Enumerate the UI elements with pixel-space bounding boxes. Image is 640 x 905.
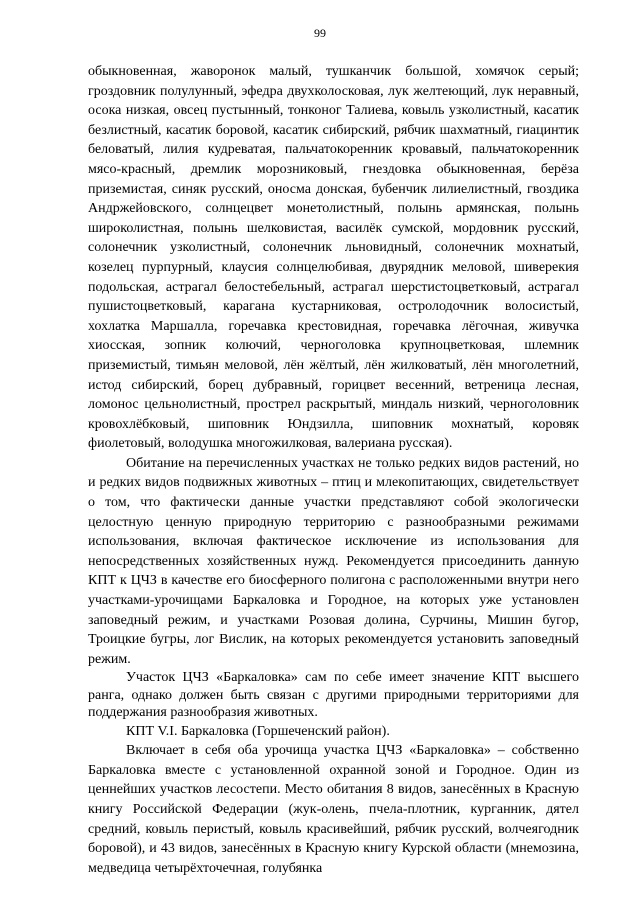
paragraph-species-list: обыкновенная, жаворонок малый, тушканчик большой, хомячок серый; гроздовник полулунный, эфедра двухколосковая, лук желтеющий, лук неравный, осока низкая, овсец пустынный, тонконог Талиева, ковыль узколистный, касатик безлистный, касатик боровой, касатик сибирский, рябчик шахматный, гиацинтик беловатый, лилия кудреватая, пальчатокоренник кровавый, пальчатокоренник мясо-красный, дремлик морозниковый, гнездовка обыкновенная, берёза приземистая, синяк русский, оносма донская, бубенчик лилиелистный, гвоздика Андржейовского, солнцецвет монетолистный, полынь армянская, полынь широколистная, полынь шелковистая, василёк сумской, мордовник русский, солонечник узколистный, солонечник льновидный, солонечник мохнатый, козелец пурпурный, клаусия солнцелюбивая, двурядник меловой, шиверекия подольская, астрагал белостебельный, астрагал шерстистоцветковый, астрагал пушистоцветковый, карагана кустарниковая, остролодочник волосистый, хохлатка Маршалла, горечавка крестовидная, горечавка лёгочная, живучка хиосская, зопник колючий, черноголовка крупноцветковая, шлемник приземистый, тимьян меловой, лён жёлтый, лён жилковатый, лён многолетний, истод сибирский, борец дубравный, горицвет весенний, ветреница лесная, ломонос цельнолистный, прострел раскрытый, миндаль низкий, черноголовник кровохлёбковый, шиповник Юндзилла, шиповник мохнатый, коровяк фиолетовый, володушка многожилковая, валериана русская). <box>88 64 579 452</box>
paragraph-habitat-assessment: Обитание на перечисленных участках не только редких видов растений, но и редких видов подвижных животных – птиц и млекопитающих, свидетельствует о том, что фактически данные участки представляют собой экологически целостную ценную природную территорию с разнообразными режимами использования, включая фактическое исключение из использования для непосредственных хозяйственных нужд. Рекомендуется присоединить данную КПТ к ЦЧЗ в качестве его биосферного полигона с расположенными внутри него участками-урочищами Баркаловка и Городное, на которых уже установлен заповедный режим, и участками Розовая долина, Сурчины, Мишин бугор, Троицкие бугры, лог Вислик, на которых рекомендуется установить заповедный режим. <box>88 455 579 667</box>
page-number: 99 <box>314 26 326 40</box>
document-body <box>88 62 579 878</box>
paragraph-section-heading: КПТ V.I. Баркаловка (Горшеченский район). <box>126 723 390 739</box>
paragraph-barkalovka-description: Включает в себя оба урочища участка ЦЧЗ «Баркаловка» – собственно Баркаловка вместе с установленной охранной зоной и Городное. Один из ценнейших участков лесостепи. Место обитания 8 видов, занесённых в Красную книгу Российской Федерации (жук-олень, пчела-плотник, курганник, дятел средний, ковыль перистый, ковыль красивейший, рябчик русский, волчеягодник боровой), и 43 видов, занесённых в Красную книгу Курской области (мнемозина, медведица четырёхточечная, голубянка <box>88 743 579 876</box>
paragraph-barkalovka-significance: Участок ЦЧЗ «Баркаловка» сам по себе имеет значение КПТ высшего ранга, однако должен быть связан с другими природными территориями для поддержания разнообразия животных. <box>88 670 579 721</box>
